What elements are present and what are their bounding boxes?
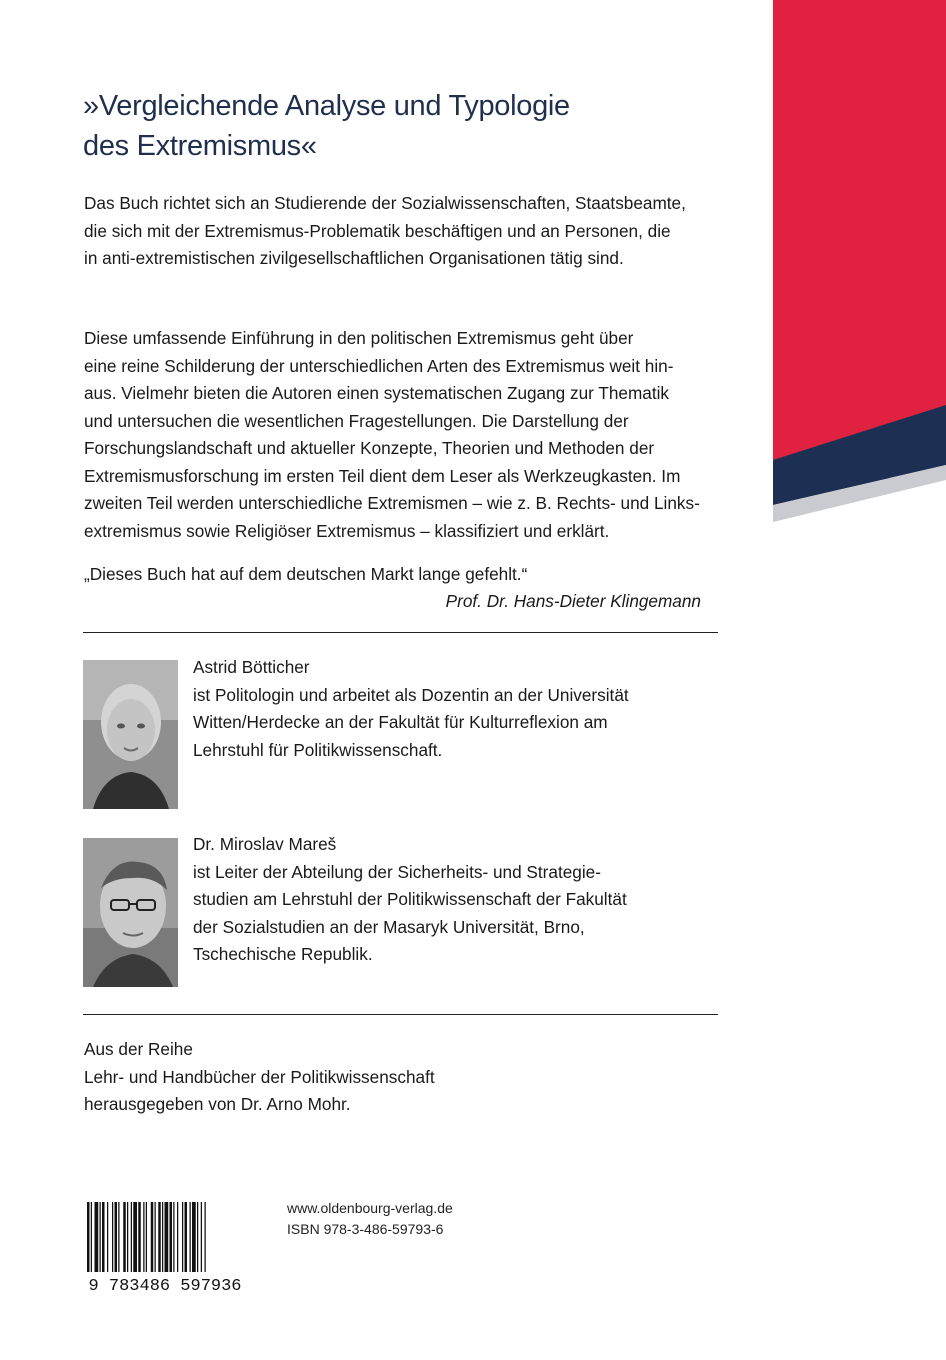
author-bio-boetticher	[193, 654, 733, 764]
intro-line: die sich mit der Extremismus-Problematik beschäftigen und an Personen, die	[84, 220, 671, 241]
description-line: Forschungslandschaft und aktueller Konzepte, Theorien und Methoden der	[84, 438, 655, 458]
barcode-bar	[95, 1202, 99, 1272]
intro-line: in anti-extremistischen zivilgesellschaftlichen Organisationen tätig sind.	[84, 248, 624, 268]
divider	[83, 632, 718, 633]
intro-paragraph	[84, 190, 734, 273]
barcode-bar	[151, 1202, 154, 1272]
barcode-digits: 9 783486 597936	[88, 1277, 242, 1294]
author-bio-line: Lehrstuhl für Politikwissenschaft.	[193, 739, 443, 760]
intro-line: Das Buch richtet sich an Studierende der Sozialwissenschaften, Staatsbeamte,	[84, 193, 686, 213]
barcode-bar	[192, 1202, 196, 1272]
author-name: Astrid Bötticher	[193, 657, 310, 677]
barcode-bar	[177, 1202, 178, 1272]
barcode-bar	[127, 1202, 128, 1272]
barcode-bar	[143, 1202, 144, 1272]
red-band	[773, 0, 946, 460]
description-line: zweiten Teil werden unterschiedliche Extremismen – wie z. B. Rechts- und Links-	[84, 493, 700, 513]
barcode-bar	[123, 1202, 126, 1272]
barcode-bar	[173, 1202, 174, 1272]
barcode-bar	[165, 1202, 169, 1272]
barcode-bar	[115, 1202, 118, 1272]
barcode-bar	[185, 1202, 188, 1272]
barcode-bar	[91, 1202, 92, 1272]
isbn-barcode	[83, 1198, 248, 1294]
description-line: Diese umfassende Einführung in den politischen Extremismus geht über	[84, 328, 634, 348]
quote-author: Prof. Dr. Hans-Dieter Klingemann	[445, 591, 701, 611]
divider	[83, 1014, 718, 1015]
description-line: und untersuchen die wesentlichen Fragestellungen. Die Darstellung der	[84, 410, 629, 431]
barcode-bar	[197, 1202, 198, 1272]
author-bio-line: der Sozialstudien an der Masaryk Universität, Brno,	[193, 916, 585, 937]
author-bio-line: Witten/Herdecke an der Fakultät für Kulturreflexion am	[193, 712, 608, 732]
barcode-bar	[100, 1202, 101, 1272]
series-info	[84, 1036, 435, 1119]
publisher-url: www.oldenbourg-verlag.de	[287, 1200, 453, 1216]
barcode-bar	[112, 1202, 113, 1272]
book-title	[83, 86, 743, 166]
publisher-info	[287, 1198, 453, 1240]
author-name: Dr. Miroslav Mareš	[193, 834, 337, 854]
isbn-text: ISBN 978-3-486-59793-6	[287, 1221, 444, 1237]
review-quote: „Dieses Buch hat auf dem deutschen Markt lange gefehlt.“	[84, 564, 528, 584]
title-line-2: des Extremismus«	[83, 130, 317, 162]
barcode-bar	[162, 1202, 163, 1272]
barcode-bar	[146, 1202, 147, 1272]
barcode-bar	[138, 1202, 141, 1272]
cover-color-bands	[773, 0, 946, 530]
author-bio-line: ist Politologin und arbeitet als Dozentin an der Universität	[193, 684, 629, 705]
barcode-bar	[131, 1202, 132, 1272]
author-bio-mares	[193, 831, 733, 969]
barcode-bar	[170, 1202, 173, 1272]
barcode-bar	[107, 1202, 108, 1272]
barcode-bar	[155, 1202, 156, 1272]
description-line: eine reine Schilderung der unterschiedlichen Arten des Extremismus weit hin-	[84, 355, 674, 376]
barcode-bar	[118, 1202, 119, 1272]
description-line: extremismus sowie Religiöser Extremismus – klassifiziert und erklärt.	[84, 520, 610, 541]
description-line: aus. Vielmehr bieten die Autoren einen systematischen Zugang zur Thematik	[84, 383, 670, 403]
title-line-1: »Vergleichende Analyse und Typologie	[83, 90, 570, 122]
description-line: Extremismusforschung im ersten Teil dient dem Leser als Werkzeugkasten. Im	[84, 465, 681, 486]
author-bio-line: studien am Lehrstuhl der Politikwissenschaft der Fakultät	[193, 889, 627, 909]
author-bio-line: Tschechische Republik.	[193, 944, 373, 964]
barcode-bar	[87, 1202, 90, 1272]
barcode-bar	[102, 1202, 105, 1272]
barcode-bar	[133, 1202, 137, 1272]
barcode-bar	[205, 1202, 206, 1272]
description-paragraph	[84, 325, 734, 545]
series-editor: herausgegeben von Dr. Arno Mohr.	[84, 1094, 351, 1114]
barcode-bar	[182, 1202, 183, 1272]
barcode-bar	[201, 1202, 202, 1272]
barcode-bar	[158, 1202, 161, 1272]
series-name: Lehr- und Handbücher der Politikwissenschaft	[84, 1066, 435, 1087]
author-bio-line: ist Leiter der Abteilung der Sicherheits- und Strategie-	[193, 861, 601, 882]
author-photo-boetticher	[83, 660, 178, 809]
barcode-bar	[190, 1202, 191, 1272]
author-photo-mares	[83, 838, 178, 987]
series-label: Aus der Reihe	[84, 1039, 193, 1059]
